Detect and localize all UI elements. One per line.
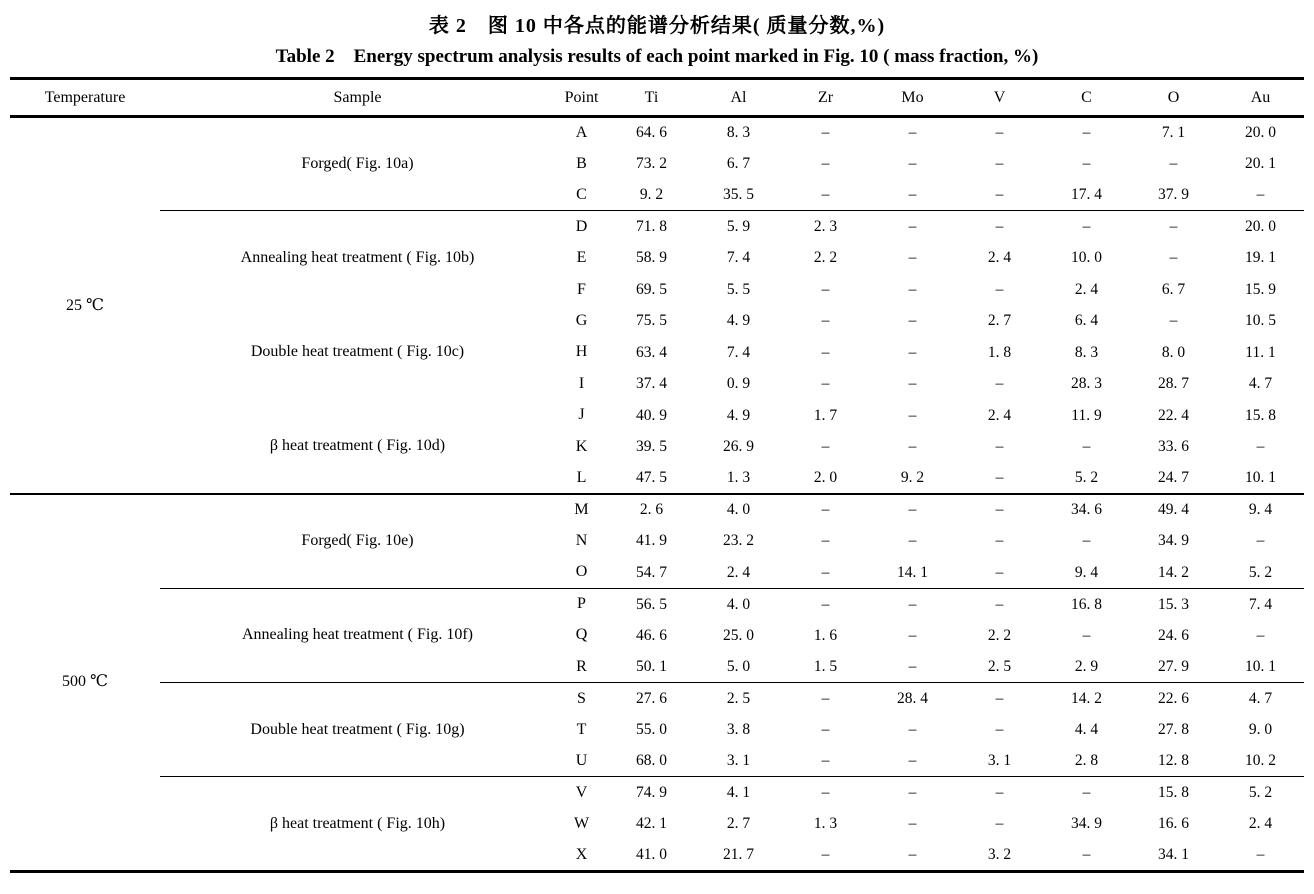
value-cell-mo: –: [908, 186, 917, 204]
value-cell-o: 15. 8: [1130, 777, 1217, 808]
value-cell-c: –: [1082, 532, 1091, 550]
column-header-au: Au: [1217, 79, 1304, 117]
sample-cell: Double heat treatment ( Fig. 10c): [250, 343, 465, 361]
column-header-point: Point: [555, 79, 608, 117]
value-cell-ti: 50. 1: [636, 657, 667, 675]
value-cell-mo: 9. 2: [900, 469, 925, 486]
value-cell-mo: –: [908, 438, 917, 456]
value-cell-zr: 1. 5: [813, 657, 838, 675]
value-cell-o: –: [1169, 155, 1178, 173]
value-cell-al: 35. 5: [723, 186, 754, 204]
point-cell: C: [576, 186, 587, 204]
table-row-point-j: [10, 399, 1304, 430]
value-cell-c: 34. 6: [1043, 494, 1130, 525]
value-cell-au: 10. 2: [1245, 752, 1276, 770]
value-cell-o: 12. 8: [1158, 752, 1189, 770]
value-cell-mo: –: [908, 846, 917, 863]
value-cell-ti: 74. 9: [608, 777, 695, 808]
value-cell-v: –: [995, 375, 1004, 393]
value-cell-al: 26. 9: [723, 438, 754, 456]
value-cell-zr: –: [782, 588, 869, 619]
value-cell-au: 20. 1: [1245, 155, 1276, 173]
sample-cell: Annealing heat treatment ( Fig. 10b): [160, 211, 555, 305]
point-cell: D: [555, 211, 608, 242]
value-cell-zr: –: [782, 777, 869, 808]
point-cell: X: [575, 845, 588, 863]
value-cell-zr: 1. 7: [813, 406, 838, 424]
value-cell-zr: 1. 3: [813, 815, 838, 833]
value-cell-al: 4. 1: [695, 777, 782, 808]
table-header: [10, 79, 1304, 117]
value-cell-mo: –: [908, 657, 917, 675]
value-cell-au: 9. 0: [1248, 721, 1273, 738]
value-cell-ti: 63. 4: [636, 343, 667, 361]
point-cell: F: [577, 280, 586, 298]
table-row-point-m: [10, 494, 1304, 525]
value-cell-al: 3. 1: [726, 752, 751, 770]
value-cell-c: –: [1082, 124, 1091, 142]
value-cell-v: –: [995, 438, 1004, 456]
value-cell-mo: –: [869, 494, 956, 525]
value-cell-c: –: [1043, 211, 1130, 242]
point-cell: H: [575, 343, 588, 361]
value-cell-au: 4. 7: [1248, 375, 1273, 393]
value-cell-v: 2. 2: [987, 626, 1012, 644]
value-cell-v: 2. 7: [987, 312, 1012, 330]
value-cell-zr: –: [821, 312, 830, 330]
value-cell-zr: –: [821, 532, 830, 550]
value-cell-zr: –: [821, 280, 830, 298]
value-cell-al: 4. 9: [726, 312, 751, 330]
value-cell-ti: 2. 6: [608, 494, 695, 525]
value-cell-al: 4. 0: [695, 494, 782, 525]
table-row-point-s: [10, 682, 1304, 713]
table-body: [10, 117, 1304, 872]
value-cell-ti: 39. 5: [636, 438, 667, 456]
temperature-cell: 500 ℃: [10, 494, 160, 871]
value-cell-o: 24. 7: [1158, 469, 1189, 486]
value-cell-al: 8. 3: [726, 124, 751, 142]
value-cell-v: –: [995, 124, 1004, 142]
table-header-row: [10, 79, 1304, 117]
value-cell-o: 37. 9: [1158, 186, 1189, 204]
value-cell-o: –: [1169, 249, 1178, 267]
value-cell-mo: –: [908, 343, 917, 361]
value-cell-o: 34. 9: [1158, 532, 1189, 550]
value-cell-zr: –: [821, 846, 830, 863]
value-cell-al: 3. 8: [726, 721, 751, 738]
value-cell-al: 6. 7: [726, 155, 751, 173]
value-cell-c: –: [1082, 155, 1091, 173]
table-title-english: Table 2 Energy spectrum analysis results of each point marked in Fig. 10 ( mass fraction, %): [275, 46, 1039, 67]
value-cell-v: –: [995, 186, 1004, 204]
value-cell-au: 20. 0: [1217, 211, 1304, 242]
value-cell-al: 2. 7: [726, 815, 751, 833]
value-cell-al: 5. 5: [726, 280, 751, 298]
column-header-ti: Ti: [608, 79, 695, 117]
value-cell-mo: –: [908, 155, 917, 173]
value-cell-zr: –: [821, 721, 830, 738]
point-cell: P: [555, 588, 608, 619]
value-cell-al: 5. 9: [695, 211, 782, 242]
value-cell-ti: 46. 6: [636, 626, 667, 644]
value-cell-zr: –: [821, 186, 830, 204]
value-cell-ti: 9. 2: [639, 186, 664, 204]
value-cell-ti: 68. 0: [636, 752, 667, 770]
value-cell-o: 6. 7: [1161, 280, 1186, 298]
point-cell: S: [555, 682, 608, 713]
value-cell-mo: 14. 1: [897, 563, 928, 581]
value-cell-au: 4. 7: [1217, 682, 1304, 713]
value-cell-mo: 28. 4: [869, 682, 956, 713]
value-cell-ti: 75. 5: [636, 312, 667, 330]
value-cell-c: 5. 2: [1074, 469, 1099, 486]
value-cell-zr: –: [821, 438, 830, 456]
column-header-mo: Mo: [869, 79, 956, 117]
column-header-zr: Zr: [782, 79, 869, 117]
value-cell-mo: –: [908, 626, 917, 644]
sample-cell: β heat treatment ( Fig. 10d): [269, 437, 446, 455]
point-cell: K: [575, 437, 588, 455]
value-cell-zr: –: [821, 343, 830, 361]
value-cell-c: 4. 4: [1074, 721, 1099, 738]
value-cell-ti: 55. 0: [636, 721, 667, 738]
value-cell-mo: –: [869, 211, 956, 242]
value-cell-au: 15. 9: [1245, 280, 1276, 298]
point-cell: W: [573, 815, 590, 833]
value-cell-c: 16. 8: [1043, 588, 1130, 619]
table-title-chinese: 表 2 图 10 中各点的能谱分析结果( 质量分数,%): [428, 15, 886, 37]
value-cell-o: 24. 6: [1158, 626, 1189, 644]
value-cell-o: 14. 2: [1158, 563, 1189, 581]
value-cell-au: 10. 1: [1245, 469, 1276, 486]
value-cell-ti: 73. 2: [636, 155, 667, 173]
point-cell: V: [555, 777, 608, 808]
value-cell-c: 2. 4: [1074, 280, 1099, 298]
value-cell-zr: –: [782, 682, 869, 713]
point-cell: N: [575, 532, 588, 550]
value-cell-au: –: [1256, 438, 1265, 456]
value-cell-c: 34. 9: [1071, 815, 1102, 833]
value-cell-au: –: [1256, 626, 1265, 644]
table-row-point-a: [10, 117, 1304, 148]
value-cell-ti: 64. 6: [636, 124, 667, 142]
value-cell-al: 1. 3: [726, 469, 751, 486]
value-cell-o: 28. 7: [1158, 375, 1189, 393]
column-header-v: V: [956, 79, 1043, 117]
value-cell-zr: 2. 2: [813, 249, 838, 267]
value-cell-au: 19. 1: [1245, 249, 1276, 267]
value-cell-v: –: [995, 815, 1004, 833]
value-cell-c: 2. 9: [1074, 657, 1099, 675]
value-cell-au: –: [1256, 846, 1265, 863]
value-cell-c: 14. 2: [1043, 682, 1130, 713]
table-row-point-p: [10, 588, 1304, 619]
value-cell-mo: –: [908, 312, 917, 330]
value-cell-au: 2. 4: [1248, 815, 1273, 833]
value-cell-zr: –: [821, 375, 830, 393]
value-cell-au: 15. 8: [1245, 406, 1276, 424]
value-cell-al: 0. 9: [726, 375, 751, 393]
column-header-sample: Sample: [160, 79, 555, 117]
value-cell-au: 10. 1: [1245, 657, 1276, 675]
value-cell-au: –: [1256, 532, 1265, 550]
value-cell-v: –: [995, 280, 1004, 298]
column-header-c: C: [1043, 79, 1130, 117]
point-cell: G: [575, 312, 588, 330]
value-cell-c: –: [1082, 438, 1091, 456]
value-cell-v: –: [956, 588, 1043, 619]
point-cell: R: [576, 657, 587, 675]
value-cell-o: 8. 0: [1161, 343, 1186, 361]
value-cell-mo: –: [908, 124, 917, 142]
value-cell-v: –: [995, 563, 1004, 581]
value-cell-ti: 56. 5: [608, 588, 695, 619]
value-cell-o: 34. 1: [1158, 846, 1189, 863]
value-cell-v: –: [995, 155, 1004, 173]
value-cell-o: 33. 6: [1158, 438, 1189, 456]
point-cell: M: [555, 494, 608, 525]
point-cell: B: [576, 154, 587, 172]
point-cell: Q: [575, 626, 588, 644]
value-cell-ti: 69. 5: [636, 280, 667, 298]
value-cell-au: 5. 2: [1248, 563, 1273, 581]
value-cell-ti: 58. 9: [636, 249, 667, 267]
value-cell-v: 2. 4: [987, 406, 1012, 424]
value-cell-o: 22. 6: [1130, 682, 1217, 713]
value-cell-mo: –: [908, 375, 917, 393]
sample-cell: Double heat treatment ( Fig. 10g): [160, 682, 555, 776]
value-cell-v: 1. 8: [987, 343, 1012, 361]
point-cell: I: [578, 374, 585, 392]
value-cell-v: –: [956, 494, 1043, 525]
value-cell-mo: –: [908, 721, 917, 738]
value-cell-c: –: [1082, 626, 1091, 644]
value-cell-ti: 47. 5: [636, 469, 667, 486]
value-cell-zr: –: [821, 124, 830, 142]
sample-cell: β heat treatment ( Fig. 10h): [160, 777, 555, 871]
value-cell-c: 17. 4: [1071, 186, 1102, 204]
value-cell-al: 7. 4: [726, 249, 751, 267]
point-cell: L: [576, 468, 587, 486]
point-cell: J: [578, 406, 585, 424]
sample-cell: Annealing heat treatment ( Fig. 10f): [160, 588, 555, 682]
value-cell-c: 2. 8: [1074, 752, 1099, 770]
point-cell: O: [575, 563, 588, 581]
value-cell-zr: 1. 6: [813, 626, 838, 644]
value-cell-v: 2. 4: [987, 249, 1012, 267]
column-header-temperature: Temperature: [10, 79, 160, 117]
value-cell-o: 49. 4: [1130, 494, 1217, 525]
value-cell-o: 27. 8: [1158, 721, 1189, 738]
value-cell-v: –: [956, 211, 1043, 242]
value-cell-al: 7. 4: [726, 343, 751, 361]
value-cell-c: 10. 0: [1071, 249, 1102, 267]
value-cell-ti: 41. 0: [636, 846, 667, 863]
value-cell-zr: –: [821, 563, 830, 581]
value-cell-mo: –: [908, 752, 917, 770]
value-cell-al: 4. 9: [726, 406, 751, 424]
energy-spectrum-table: [10, 77, 1304, 873]
value-cell-v: –: [995, 721, 1004, 738]
value-cell-ti: 37. 4: [636, 375, 667, 393]
value-cell-v: 3. 2: [987, 846, 1012, 863]
value-cell-v: 3. 1: [987, 752, 1012, 770]
value-cell-c: 28. 3: [1071, 375, 1102, 393]
value-cell-o: 16. 6: [1158, 815, 1189, 833]
value-cell-au: 7. 4: [1217, 588, 1304, 619]
value-cell-ti: 40. 9: [636, 406, 667, 424]
value-cell-v: –: [956, 777, 1043, 808]
value-cell-al: 25. 0: [723, 626, 754, 644]
value-cell-ti: 27. 6: [608, 682, 695, 713]
value-cell-al: 5. 0: [726, 657, 751, 675]
value-cell-zr: 2. 0: [813, 469, 838, 486]
value-cell-ti: 71. 8: [608, 211, 695, 242]
value-cell-al: 2. 5: [695, 682, 782, 713]
value-cell-o: 15. 3: [1130, 588, 1217, 619]
value-cell-o: 7. 1: [1161, 124, 1186, 142]
value-cell-ti: 54. 7: [636, 563, 667, 581]
value-cell-mo: –: [908, 532, 917, 550]
table-row-point-v: [10, 777, 1304, 808]
value-cell-al: 2. 4: [726, 563, 751, 581]
value-cell-zr: –: [782, 494, 869, 525]
value-cell-zr: 2. 3: [782, 211, 869, 242]
value-cell-au: 9. 4: [1217, 494, 1304, 525]
column-header-o: O: [1130, 79, 1217, 117]
value-cell-mo: –: [908, 280, 917, 298]
value-cell-au: 20. 0: [1245, 124, 1276, 142]
value-cell-ti: 42. 1: [636, 815, 667, 833]
table-row-point-g: [10, 305, 1304, 336]
sample-cell: Forged( Fig. 10a): [301, 155, 414, 173]
value-cell-mo: –: [908, 249, 917, 267]
value-cell-au: –: [1256, 186, 1265, 204]
value-cell-zr: –: [821, 752, 830, 770]
value-cell-al: 21. 7: [723, 846, 754, 863]
value-cell-v: 2. 5: [987, 657, 1012, 675]
value-cell-c: 6. 4: [1074, 312, 1099, 330]
point-cell: A: [575, 124, 588, 142]
value-cell-o: –: [1169, 312, 1178, 330]
value-cell-al: 4. 0: [695, 588, 782, 619]
column-header-al: Al: [695, 79, 782, 117]
value-cell-au: 10. 5: [1245, 312, 1276, 330]
temperature-cell: 25 ℃: [66, 296, 104, 314]
point-cell: T: [576, 720, 587, 738]
point-cell: U: [575, 751, 588, 769]
value-cell-mo: –: [908, 815, 917, 833]
value-cell-o: 22. 4: [1158, 406, 1189, 424]
value-cell-o: 27. 9: [1158, 657, 1189, 675]
value-cell-al: 23. 2: [723, 532, 754, 550]
value-cell-c: 8. 3: [1074, 343, 1099, 361]
table-row-point-d: [10, 211, 1304, 242]
sample-cell: Forged( Fig. 10e): [160, 494, 555, 588]
point-cell: E: [576, 249, 587, 267]
value-cell-v: –: [995, 469, 1004, 486]
value-cell-mo: –: [869, 588, 956, 619]
value-cell-c: –: [1043, 777, 1130, 808]
value-cell-ti: 41. 9: [636, 532, 667, 550]
value-cell-zr: –: [821, 155, 830, 173]
value-cell-o: –: [1130, 211, 1217, 242]
value-cell-au: 11. 1: [1245, 343, 1276, 361]
value-cell-au: 5. 2: [1217, 777, 1304, 808]
value-cell-c: 11. 9: [1071, 406, 1102, 424]
value-cell-v: –: [995, 532, 1004, 550]
value-cell-c: –: [1082, 846, 1091, 863]
value-cell-mo: –: [908, 406, 917, 424]
value-cell-v: –: [956, 682, 1043, 713]
value-cell-mo: –: [869, 777, 956, 808]
value-cell-c: 9. 4: [1074, 563, 1099, 581]
